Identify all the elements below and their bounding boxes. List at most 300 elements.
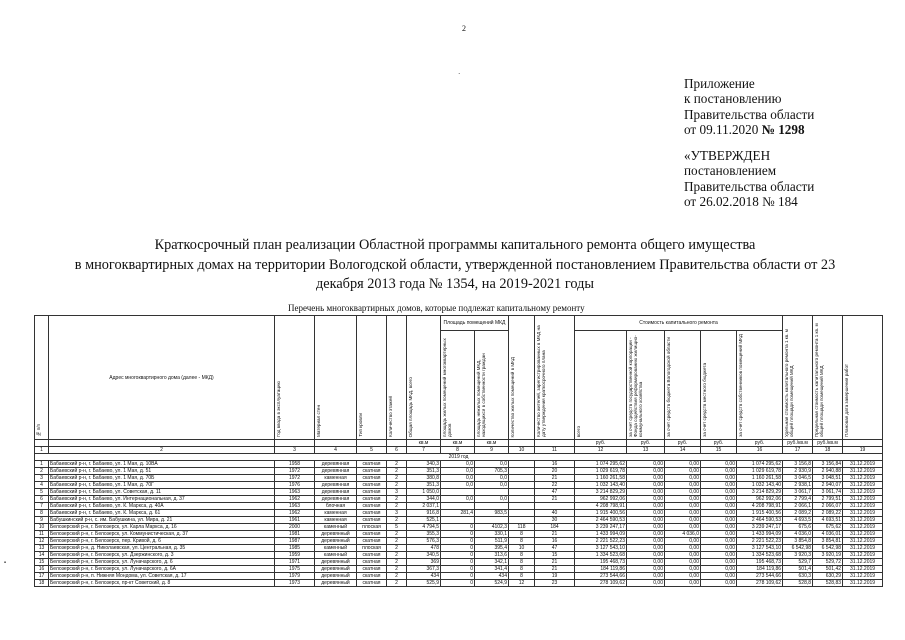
table-cell: 8 — [509, 531, 535, 538]
header-cost-owners: за счет средств собственников помещений МКД — [737, 331, 783, 440]
table-cell: 501,4 — [783, 566, 813, 573]
table-cell: деревянный — [315, 559, 357, 566]
table-cell: 4 — [315, 447, 357, 454]
table-row — [35, 566, 883, 573]
table-cell: 1 — [35, 461, 49, 468]
table-cell: кв.м — [475, 440, 509, 447]
table-cell: 8 — [509, 573, 535, 580]
table-cell: 12 — [575, 447, 627, 454]
header-year-built: Год ввода в эксплуатацию — [275, 316, 315, 440]
table-cell: 369 — [407, 559, 441, 566]
table-cell: каменный — [315, 552, 357, 559]
table-cell: 0,00 — [665, 573, 701, 580]
table-cell: 0,00 — [701, 538, 737, 545]
table-cell: 1962 — [275, 510, 315, 517]
table-cell: 4 — [35, 482, 49, 489]
table-cell — [509, 482, 535, 489]
header-cost-group: Стоимость капитального ремонта — [575, 316, 783, 331]
table-cell: 4 036,0 — [783, 531, 813, 538]
table-cell: 2 930,9 — [783, 468, 813, 475]
table-cell: 47 — [535, 489, 575, 496]
table-cell: 0 — [441, 531, 475, 538]
table-cell: 529,72 — [813, 559, 843, 566]
table-cell: 31.12.2019 — [843, 475, 883, 482]
document-title — [30, 236, 880, 295]
table-cell: 0,00 — [665, 580, 701, 587]
table-cell: 313,6 — [475, 552, 509, 559]
table-cell: 0,00 — [665, 552, 701, 559]
table-row — [35, 461, 883, 468]
table-cell: 330,1 — [475, 531, 509, 538]
table-cell: 0 — [441, 538, 475, 545]
table-cell: 4 036,0 — [665, 531, 701, 538]
table-cell: Белозерский р-н, г. Белозерск, ул. Луначарского, д. 6 — [49, 559, 275, 566]
table-cell: 2 940,07 — [813, 482, 843, 489]
table-cell: 4 208 798,91 — [737, 503, 783, 510]
table-cell: 3 854,81 — [813, 538, 843, 545]
table-cell: 0 — [441, 559, 475, 566]
table-caption: Перечень многоквартирных домов, которые подлежат капитальному ремонту — [288, 303, 585, 313]
table-cell — [441, 489, 475, 496]
table-cell: 1 029 619,78 — [737, 468, 783, 475]
table-cell: 8 — [509, 566, 535, 573]
table-cell: 0,00 — [665, 496, 701, 503]
header-limit-cost: Предельная стоимость капитального ремонта 1 кв. м общей площади помещений МКД — [813, 316, 843, 440]
table-cell: 5 — [387, 524, 407, 531]
table-cell — [315, 440, 357, 447]
table-cell: 340,5 — [407, 552, 441, 559]
header-area-res: площадь жилых помещений многоквартирных домов — [441, 331, 475, 440]
table-cell: 0,00 — [665, 475, 701, 482]
table-row — [35, 496, 883, 503]
table-cell: 31.12.2019 — [843, 531, 883, 538]
approval-number: № 1298 — [761, 121, 805, 137]
table-cell: 2 — [387, 517, 407, 524]
header-residents-registered: Количество жителей, зарегистрированных в МКД на дату утверждения краткосрочного плана — [535, 316, 575, 440]
table-cell: Бабаевский р-н, г. Бабаево, ул. К. Маркса, д. 40А — [49, 503, 275, 510]
table-cell: скатная — [357, 552, 387, 559]
table-cell: 0,00 — [701, 489, 737, 496]
table-cell: 0,00 — [665, 503, 701, 510]
table-cell: 22 — [535, 482, 575, 489]
table-cell: 31.12.2019 — [843, 468, 883, 475]
table-cell: 31.12.2019 — [843, 552, 883, 559]
table-cell: 8 — [35, 510, 49, 517]
table-cell: 278 109,62 — [575, 580, 627, 587]
table-cell: 16 — [535, 461, 575, 468]
table-cell: скатная — [357, 559, 387, 566]
approval-line: Правительства области — [684, 106, 815, 122]
table-cell: 3 214 829,29 — [737, 489, 783, 496]
table-cell: 2 — [387, 496, 407, 503]
table-cell: скатная — [357, 489, 387, 496]
table-cell: 478 — [407, 545, 441, 552]
table-cell: 2 — [35, 468, 49, 475]
table-cell: 18 — [35, 580, 49, 587]
table-cell: плоская — [357, 524, 387, 531]
table-cell: 630,29 — [813, 573, 843, 580]
table-cell: 0,00 — [701, 496, 737, 503]
table-cell: 2 — [387, 482, 407, 489]
table-cell: 340,3 — [407, 461, 441, 468]
table-cell: 30 — [535, 517, 575, 524]
table-cell: 20 — [535, 468, 575, 475]
table-cell: 15 — [35, 559, 49, 566]
table-row — [35, 531, 883, 538]
table-row — [35, 475, 883, 482]
table-cell: 3 127 543,10 — [575, 545, 627, 552]
table-cell: 2 — [387, 468, 407, 475]
table-cell: 4 794,5 — [407, 524, 441, 531]
table-cell: 0 — [441, 566, 475, 573]
table-cell: 3 239 247,17 — [737, 524, 783, 531]
table-cell: деревянная — [315, 468, 357, 475]
table-cell: 0,00 — [627, 461, 665, 468]
table-cell: 278 109,62 — [737, 580, 783, 587]
table-cell: 351,3 — [407, 482, 441, 489]
table-cell: 576,3 — [407, 538, 441, 545]
table-cell: 1972 — [275, 475, 315, 482]
table-cell: 501,42 — [813, 566, 843, 573]
table-cell: 3 156,8 — [783, 461, 813, 468]
table-cell: скатная — [357, 510, 387, 517]
table-cell: 21 — [535, 496, 575, 503]
table-cell: каменный — [315, 524, 357, 531]
table-cell: 0,00 — [665, 489, 701, 496]
table-cell: 4 036,01 — [813, 531, 843, 538]
table-cell: скатная — [357, 538, 387, 545]
table-cell: 6 542,98 — [783, 545, 813, 552]
table-cell: 3 061,7 — [783, 489, 813, 496]
table-cell: Бабушкинский р-н, с. им. Бабушкина, ул. Мира, д. 21 — [49, 517, 275, 524]
table-cell: 1972 — [275, 468, 315, 475]
table-cell: 17 — [35, 573, 49, 580]
table-cell: скатная — [357, 531, 387, 538]
table-row — [35, 503, 883, 510]
table-cell: 31.12.2019 — [843, 580, 883, 587]
table-cell: 983,5 — [475, 510, 509, 517]
table-cell: 2 066,07 — [813, 503, 843, 510]
table-cell: 31.12.2019 — [843, 482, 883, 489]
table-cell: 184 — [535, 524, 575, 531]
table-cell: 21 — [535, 475, 575, 482]
table-row — [35, 538, 883, 545]
table-cell: руб./кв.м — [813, 440, 843, 447]
table-cell: скатная — [357, 503, 387, 510]
table-cell: 434 — [407, 573, 441, 580]
table-cell: 0,00 — [627, 545, 665, 552]
page-number: 2 — [462, 24, 466, 33]
table-cell: 31.12.2019 — [843, 573, 883, 580]
table-cell: скатная — [357, 566, 387, 573]
table-cell: 0,0 — [441, 482, 475, 489]
table-cell: 529,7 — [783, 559, 813, 566]
table-cell: 0,00 — [627, 503, 665, 510]
table-cell: 273 544,66 — [737, 573, 783, 580]
approval-line: от 26.02.2018 № 184 — [684, 194, 798, 210]
table-cell: 0,00 — [701, 517, 737, 524]
table-cell: 3 920,19 — [813, 552, 843, 559]
table-cell: плоская — [357, 545, 387, 552]
table-cell: Белозерский р-н, г. Белозерск, ул. Карла Маркса, д. 16 — [49, 524, 275, 531]
table-cell: 4 208 798,91 — [575, 503, 627, 510]
table-cell: 3 — [35, 475, 49, 482]
approval-date: от 09.11.2020 — [684, 121, 762, 137]
table-cell: 14 — [35, 552, 49, 559]
table-cell: 3 — [275, 447, 315, 454]
scan-edge-mark: ▪ — [2, 560, 8, 566]
table-cell: скатная — [357, 517, 387, 524]
table-cell: 0,00 — [701, 503, 737, 510]
units-row — [35, 440, 883, 447]
table-cell: 3 127 543,10 — [737, 545, 783, 552]
table-cell: 2 464 590,53 — [737, 517, 783, 524]
table-cell: 12 — [509, 580, 535, 587]
table-cell: 2 938,1 — [783, 482, 813, 489]
table-cell: 675,62 — [813, 524, 843, 531]
table-cell: 9 — [35, 517, 49, 524]
table-cell: 10 — [509, 447, 535, 454]
header-total-area: Общая площадь МКД, всего — [407, 316, 441, 440]
table-cell: 2 — [387, 531, 407, 538]
table-cell: 0,0 — [475, 496, 509, 503]
table-cell: скатная — [357, 496, 387, 503]
table-cell: 344,0 — [407, 496, 441, 503]
table-cell: 367,3 — [407, 566, 441, 573]
table-cell: 10 — [509, 545, 535, 552]
table-cell: 31.12.2019 — [843, 545, 883, 552]
table-cell — [475, 489, 509, 496]
table-cell: 1 050,0 — [407, 489, 441, 496]
table-cell: 0,00 — [665, 510, 701, 517]
header-cost-regional: за счет средств бюджета Вологодской области — [665, 331, 701, 440]
header-area-group: Площадь помещений МКД — [441, 316, 509, 331]
table-cell: 195 468,73 — [737, 559, 783, 566]
table-cell — [441, 517, 475, 524]
table-cell: 962 992,06 — [737, 496, 783, 503]
table-cell: 1959 — [275, 552, 315, 559]
table-cell — [535, 440, 575, 447]
table-cell: 1 334 523,68 — [737, 552, 783, 559]
header-roof: Тип кровли — [357, 316, 387, 440]
table-cell: Белозерский р-н, г. Белозерск, ул. Луначарского, д. 6А — [49, 566, 275, 573]
table-cell: 0,00 — [627, 482, 665, 489]
table-cell: 184 119,86 — [575, 566, 627, 573]
table-cell: скатная — [357, 580, 387, 587]
table-cell: 18 — [813, 447, 843, 454]
table-cell: 0,00 — [701, 531, 737, 538]
table-cell: 0,00 — [701, 475, 737, 482]
table-cell: 524,9 — [475, 580, 509, 587]
table-cell: 630,3 — [783, 573, 813, 580]
table-cell: 2 940,88 — [813, 468, 843, 475]
table-cell: 341,4 — [475, 566, 509, 573]
table-cell: 12 — [35, 538, 49, 545]
table-cell: 3 214 829,29 — [575, 489, 627, 496]
table-row — [35, 545, 883, 552]
table-cell: 21 — [535, 566, 575, 573]
approval-line: «УТВЕРЖДЕН — [684, 148, 771, 164]
table-cell: 0,00 — [627, 524, 665, 531]
table-cell: 1 029 619,78 — [575, 468, 627, 475]
table-cell: 0,00 — [665, 468, 701, 475]
table-cell: 1975 — [275, 566, 315, 573]
table-cell: 0 — [441, 573, 475, 580]
table-cell: скатная — [357, 468, 387, 475]
table-cell: 0,00 — [665, 545, 701, 552]
table-cell: 0,00 — [701, 468, 737, 475]
table-cell: деревянный — [315, 531, 357, 538]
table-cell: 47 — [535, 545, 575, 552]
table-row — [35, 468, 883, 475]
table-cell: деревянный — [315, 573, 357, 580]
table-cell: 3 — [387, 489, 407, 496]
table-cell — [843, 440, 883, 447]
table-cell — [509, 503, 535, 510]
header-cost-total: всего — [575, 331, 627, 440]
table-cell: 2 799,51 — [813, 496, 843, 503]
header-wall: Материал стен — [315, 316, 357, 440]
table-cell: 273 544,66 — [575, 573, 627, 580]
header-plan-date: Плановая дата завершения работ — [843, 316, 883, 440]
table-cell: 21 — [535, 531, 575, 538]
table-cell: деревянная — [315, 482, 357, 489]
table-cell: 1987 — [275, 538, 315, 545]
table-cell: деревянный — [315, 566, 357, 573]
table-cell: 0,00 — [701, 524, 737, 531]
table-cell: 2 — [387, 461, 407, 468]
table-cell: 2 221 522,23 — [575, 538, 627, 545]
table-cell: 1 160 261,58 — [575, 475, 627, 482]
table-cell: 511,9 — [475, 538, 509, 545]
table-cell: 1 074 295,62 — [737, 461, 783, 468]
table-cell: 13 — [627, 447, 665, 454]
table-cell: 31.12.2019 — [843, 566, 883, 573]
table-cell: каменная — [315, 517, 357, 524]
table-cell: 1 915 400,56 — [737, 510, 783, 517]
table-cell: 1961 — [275, 517, 315, 524]
table-cell: Белозерский р-н, г. Белозерск, пер. Кривой, д. 6 — [49, 538, 275, 545]
table-cell: 525,9 — [407, 580, 441, 587]
table-cell: 3 046,5 — [783, 475, 813, 482]
table-cell: 118 — [509, 524, 535, 531]
table-cell: 1 032 143,40 — [737, 482, 783, 489]
header-area-nonres: площадь нежилых помещений МКД, находящихся в собственности граждан — [475, 331, 509, 440]
table-cell: 0,00 — [701, 580, 737, 587]
table-cell: руб. — [701, 440, 737, 447]
table-cell: 19 — [843, 447, 883, 454]
table-cell: 11 — [35, 531, 49, 538]
year-label: 2019 год — [35, 454, 883, 461]
table-cell: 23 — [535, 580, 575, 587]
table-cell: 1 915 400,56 — [575, 510, 627, 517]
table-cell: 2 089,2 — [783, 510, 813, 517]
table-cell: деревянная — [315, 496, 357, 503]
table-cell: 1 032 143,40 — [575, 482, 627, 489]
table-cell: Бабаевский р-н, г. Бабаево, ул. 1 Мая, д. 10ВА — [49, 461, 275, 468]
table-cell: 0,00 — [627, 559, 665, 566]
table-cell: 342,1 — [475, 559, 509, 566]
table-cell: блочная — [315, 503, 357, 510]
table-cell: 0 — [441, 552, 475, 559]
table-cell: руб. — [665, 440, 701, 447]
table-cell: Бабаевский р-н, г. Бабаево, ул. 1 Мая, д. 70Б — [49, 475, 275, 482]
table-cell: скатная — [357, 573, 387, 580]
table-cell: 355,3 — [407, 531, 441, 538]
table-cell: 195 468,73 — [575, 559, 627, 566]
table-cell — [475, 517, 509, 524]
table-cell — [509, 461, 535, 468]
table-cell: 916,8 — [407, 510, 441, 517]
table-cell: Белозерский р-н, д. Николаевская, ул. Центральная, д. 35 — [49, 545, 275, 552]
table-cell: 31.12.2019 — [843, 517, 883, 524]
header-residents-count: Количество жилых помещений в МКД — [509, 316, 535, 440]
table-cell: 17 — [783, 447, 813, 454]
table-cell — [35, 440, 49, 447]
table-cell: 3 239 247,17 — [575, 524, 627, 531]
approval-line: к постановлению — [684, 91, 782, 107]
table-cell — [509, 489, 535, 496]
table-cell: 6 — [387, 447, 407, 454]
table-cell: 2 066,1 — [783, 503, 813, 510]
table-cell: 11 — [535, 447, 575, 454]
table-cell: Бабаевский р-н, г. Бабаево, ул. 1 Мая, д. 51 — [49, 468, 275, 475]
table-cell: 0,0 — [441, 461, 475, 468]
table-row — [35, 552, 883, 559]
table-cell: 0 — [441, 545, 475, 552]
table-cell: 2 — [49, 447, 275, 454]
table-cell: 5 — [35, 489, 49, 496]
table-row — [35, 580, 883, 587]
table-cell: 0,00 — [665, 482, 701, 489]
table-cell: 1 334 523,68 — [575, 552, 627, 559]
table-cell: деревянная — [315, 489, 357, 496]
table-cell: 4102,3 — [475, 524, 509, 531]
table-cell — [387, 440, 407, 447]
table-cell — [509, 517, 535, 524]
table-cell: 1981 — [275, 531, 315, 538]
table-cell: 2 — [387, 475, 407, 482]
table-cell: 1973 — [275, 580, 315, 587]
table-cell: 1963 — [275, 503, 315, 510]
title-line: в многоквартирных домах на территории Вологодской области, утвержденной постановлением Правительства области от 23 — [74, 256, 836, 273]
table-cell: Белозерский р-н, п. Нижняя Мондома, ул. Советская, д. 17 — [49, 573, 275, 580]
table-cell: деревянная — [315, 461, 357, 468]
header-floors: Количество этажей — [387, 316, 407, 440]
title-line: Краткосрочный план реализации Областной программы капитального ремонта общего имущества — [154, 237, 756, 253]
table-cell: 705,3 — [475, 468, 509, 475]
table-cell: каменная — [315, 475, 357, 482]
table-row — [35, 489, 883, 496]
header-cost-local: за счет средств местного бюджета — [701, 331, 737, 440]
table-cell: 0,0 — [475, 461, 509, 468]
table-cell: 0,0 — [475, 475, 509, 482]
table-cell: 0 — [441, 524, 475, 531]
table-cell: 7 — [407, 447, 441, 454]
header-num: № п/п — [35, 316, 49, 440]
table-cell: скатная — [357, 482, 387, 489]
table-cell: 2000 — [275, 524, 315, 531]
table-cell: 0,00 — [701, 573, 737, 580]
table-cell: 0,00 — [627, 517, 665, 524]
table-cell: 31.12.2019 — [843, 489, 883, 496]
table-cell: руб. — [737, 440, 783, 447]
table-row — [35, 524, 883, 531]
table-cell: 1963 — [275, 489, 315, 496]
table-cell: деревянный — [315, 580, 357, 587]
table-cell: руб. — [575, 440, 627, 447]
table-cell — [509, 510, 535, 517]
